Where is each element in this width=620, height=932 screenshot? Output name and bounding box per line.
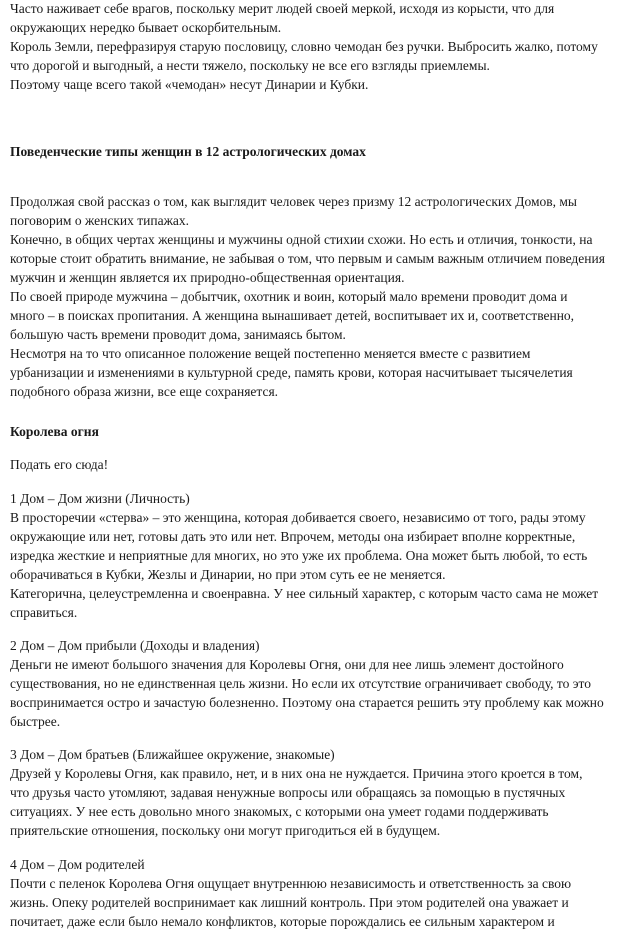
text-line: существования, но не единственная цель жизни. Но если их отсутствие ограничивает свободу, то это <box>10 676 591 691</box>
subsection-title: 2 Дом – Дом прибыли (Доходы и владения) <box>10 638 260 653</box>
subsection-title: 4 Дом – Дом родителей <box>10 857 145 872</box>
text-line: справиться. <box>10 605 78 620</box>
text-line: жизнь. Опеку родителей воспринимает как лишний контроль. При этом родителей она уважает и <box>10 895 569 910</box>
subsection-title: 3 Дом – Дом братьев (Ближайшее окружение, знакомые) <box>10 747 335 762</box>
text-line: окружающих нередко бывает оскорбительным. <box>10 20 282 35</box>
text-line: поговорим о женских типажах. <box>10 213 190 228</box>
text-line: Конечно, в общих чертах женщины и мужчины одной стихии схожи. Но есть и отличия, тонкости, на <box>10 232 593 247</box>
subsection-title: 1 Дом – Дом жизни (Личность) <box>10 491 190 506</box>
text-line: что друзья часто утомляют, задавая ненужные вопросы или обращаясь за помощью в пустячных <box>10 785 566 800</box>
text-line: Категорична, целеустремленна и своенравна. У нее сильный характер, с которым часто сама не может <box>10 586 599 601</box>
section-heading: Королева огня <box>10 424 99 439</box>
section-heading: Поведенческие типы женщин в 12 астрологических домах <box>10 144 366 159</box>
text-line: окружающие или нет, готовы дать это или нет. Впрочем, методы она избирает вполне корректные, <box>10 529 576 544</box>
text-line: большую часть времени проводит дома, занимаясь бытом. <box>10 327 346 342</box>
text-line: что дорогой и выгодный, а нести тяжело, поскольку не все его взгляды приемлемы. <box>10 58 490 73</box>
text-line: урбанизации и изменениями в культурной среде, память крови, которая насчитывает тысячелетия <box>10 365 573 380</box>
text-line: воспринимается остро и зачастую болезненно. Поэтому она старается решить эту проблему как можно <box>10 695 604 710</box>
text-line: По своей природе мужчина – добытчик, охотник и воин, который мало времени проводит дома и <box>10 289 568 304</box>
text-line: Деньги не имеют большого значения для Королевы Огня, они для нее лишь элемент достойного <box>10 657 564 672</box>
text-line: ситуациях. У нее есть довольно много знакомых, с которыми она умеет годами поддерживать <box>10 804 549 819</box>
text-line: оборачиваться в Кубки, Жезлы и Динарии, но при этом суть ее не меняется. <box>10 567 446 582</box>
text-line: быстрее. <box>10 714 61 729</box>
text-line: которые стоит обратить внимание, не забывая о том, что первым и самым важным отличием поведения <box>10 251 605 266</box>
text-line: Подать его сюда! <box>10 457 109 472</box>
text-line: Продолжая свой рассказ о том, как выглядит человек через призму 12 астрологических Домов, мы <box>10 194 578 209</box>
text-line: Король Земли, перефразируя старую пословицу, словно чемодан без ручки. Выбросить жалко, потому <box>10 39 598 54</box>
text-line: много – в поисках пропитания. А женщина вынашивает детей, воспитывает их и, соответственно, <box>10 308 575 323</box>
text-line: Часто наживает себе врагов, поскольку мерит людей своей меркой, исходя из корысти, что для <box>10 1 555 16</box>
text-line: подобного образа жизни, все еще сохраняется. <box>10 384 279 399</box>
text-line: изредка жесткие и неприятные для многих, но это уже их проблема. Она может быть любой, то есть <box>10 548 588 563</box>
text-line: приятельские отношения, поскольку они могут пригодиться ей в будущем. <box>10 823 441 838</box>
text-line: В просторечии «стерва» – это женщина, которая добивается своего, независимо от того, рады этому <box>10 510 586 525</box>
text-line: Друзей у Королевы Огня, как правило, нет, и в них она не нуждается. Причина этого кроется в том, <box>10 766 583 781</box>
text-line: Поэтому чаще всего такой «чемодан» несут Динарии и Кубки. <box>10 77 369 92</box>
text-line: мужчин и женщин является их природно-общественная ориентация. <box>10 270 405 285</box>
text-line: почитает, даже если было немало конфликтов, которые порождались ее сильным характером и <box>10 914 555 929</box>
text-line: Несмотря на то что описанное положение вещей постепенно меняется вместе с развитием <box>10 346 531 361</box>
text-line: Почти с пеленок Королева Огня ощущает внутреннюю независимость и ответственность за свою <box>10 876 572 891</box>
